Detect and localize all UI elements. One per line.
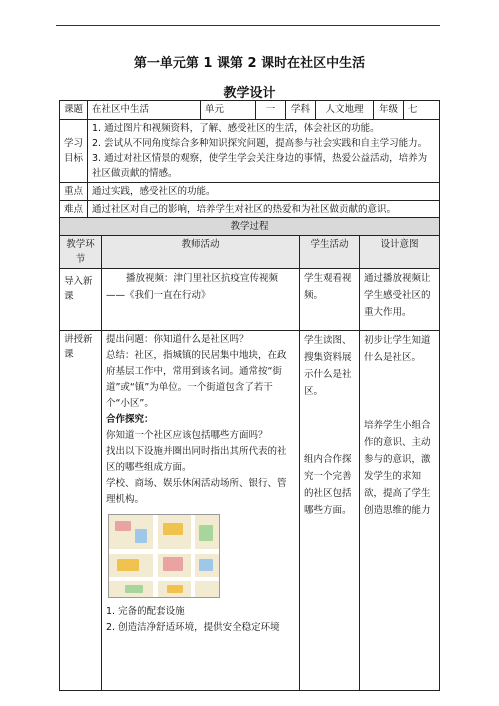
point-1: 1. 完备的配套设施 [106,606,185,617]
grade-label: 年级 [374,101,404,120]
lesson-student [300,331,360,691]
goals-list [88,120,440,183]
process-title: 教学过程 [60,218,440,236]
goal-item: 1. 通过图片和视频资料，了解、感受社区的生活，体会社区的功能。 [92,123,380,134]
intro-stage [60,269,102,331]
key-text: 通过实践，感受社区的功能。 [88,183,440,201]
teacher-question: 提出问题：你知道什么是社区吗？ [106,334,249,345]
difficulty-label: 难点 [60,201,88,219]
lesson-stage: 讲授新课 [60,331,102,691]
unit-value: 一 [256,101,286,120]
student-activity-1: 学生读图、搜集资料展示什么是社区。 [304,335,352,397]
lesson-teacher [102,331,300,691]
key-label: 重点 [60,183,88,201]
coop-task: 找出以下设施并圈出同时指出其所代表的社区的哪些组成方面。 [106,446,287,473]
unit-label: 单元 [201,101,256,120]
topic-label: 课题 [60,101,88,120]
col-header: 学生活动 [300,236,360,269]
intro-teacher [102,269,300,331]
intro-teacher-text: 播放视频：津门里社区抗疫宣传视频——《我们一直在行动》 [106,273,279,301]
doc-subtitle: 教学设计 [223,86,276,101]
facilities-list: 学校、商场、娱乐休闲活动场所、银行、管理机构。 [106,478,287,505]
coop-label: 合作探究： [106,414,154,425]
goal-item: 2. 尝试从不同角度综合多种知识探究问题，提高参与社会实践和自主学习能力。 [92,138,428,149]
col-header: 教学环节 [60,236,102,269]
intro-student: 学生观看视频。 [300,269,360,331]
student-activity-2: 组内合作探究一个完善的社区包括哪些方面。 [304,454,352,516]
intent-1: 初步让学生知道什么是社区。 [364,335,431,363]
teaching-process-table [59,217,440,691]
col-header: 教师活动 [102,236,300,269]
subject-label: 学科 [286,101,316,120]
lesson-info-table [59,100,440,219]
lesson-title: 第一单元第 1 课第 2 课时在社区中生活 [133,56,366,71]
goals-label: 学习目标 [60,120,88,183]
col-header: 设计意图 [360,236,440,269]
intro-intent: 通过播放视频让学生感受社区的重大作用。 [360,269,440,331]
grade-value: 七 [404,101,440,120]
intro-stage-text: 导入新课 [64,276,93,302]
top-rule [56,25,440,26]
topic-value: 在社区中生活 [88,101,201,120]
community-map-image [108,514,220,598]
goal-item: 3. 通过对社区情景的观察，使学生学会关注身边的事情，热爱公益活动，培养为社区做贡献的情感。 [92,153,428,179]
coop-question: 你知道一个社区应该包括哪些方面吗？ [106,430,268,441]
point-2: 2. 创造洁净舒适环境，提供安全稳定环境 [106,622,280,633]
intent-2: 培养学生小组合作的意识、主动参与的意识，激发学生的求知欲，提高了学生创造思维的能力 [364,420,431,516]
subject-value: 人文地理 [316,101,374,120]
teacher-summary: 总结：社区，指城镇的民居集中地块，在政府基层工作中，常用到该名词。通常按“街道”或“镇”为单位。一个街道包含了若干个“小区”。 [106,350,287,409]
difficulty-text: 通过社区对自己的影响，培养学生对社区的热爱和为社区做贡献的意识。 [88,201,440,219]
lesson-intent [360,331,440,691]
